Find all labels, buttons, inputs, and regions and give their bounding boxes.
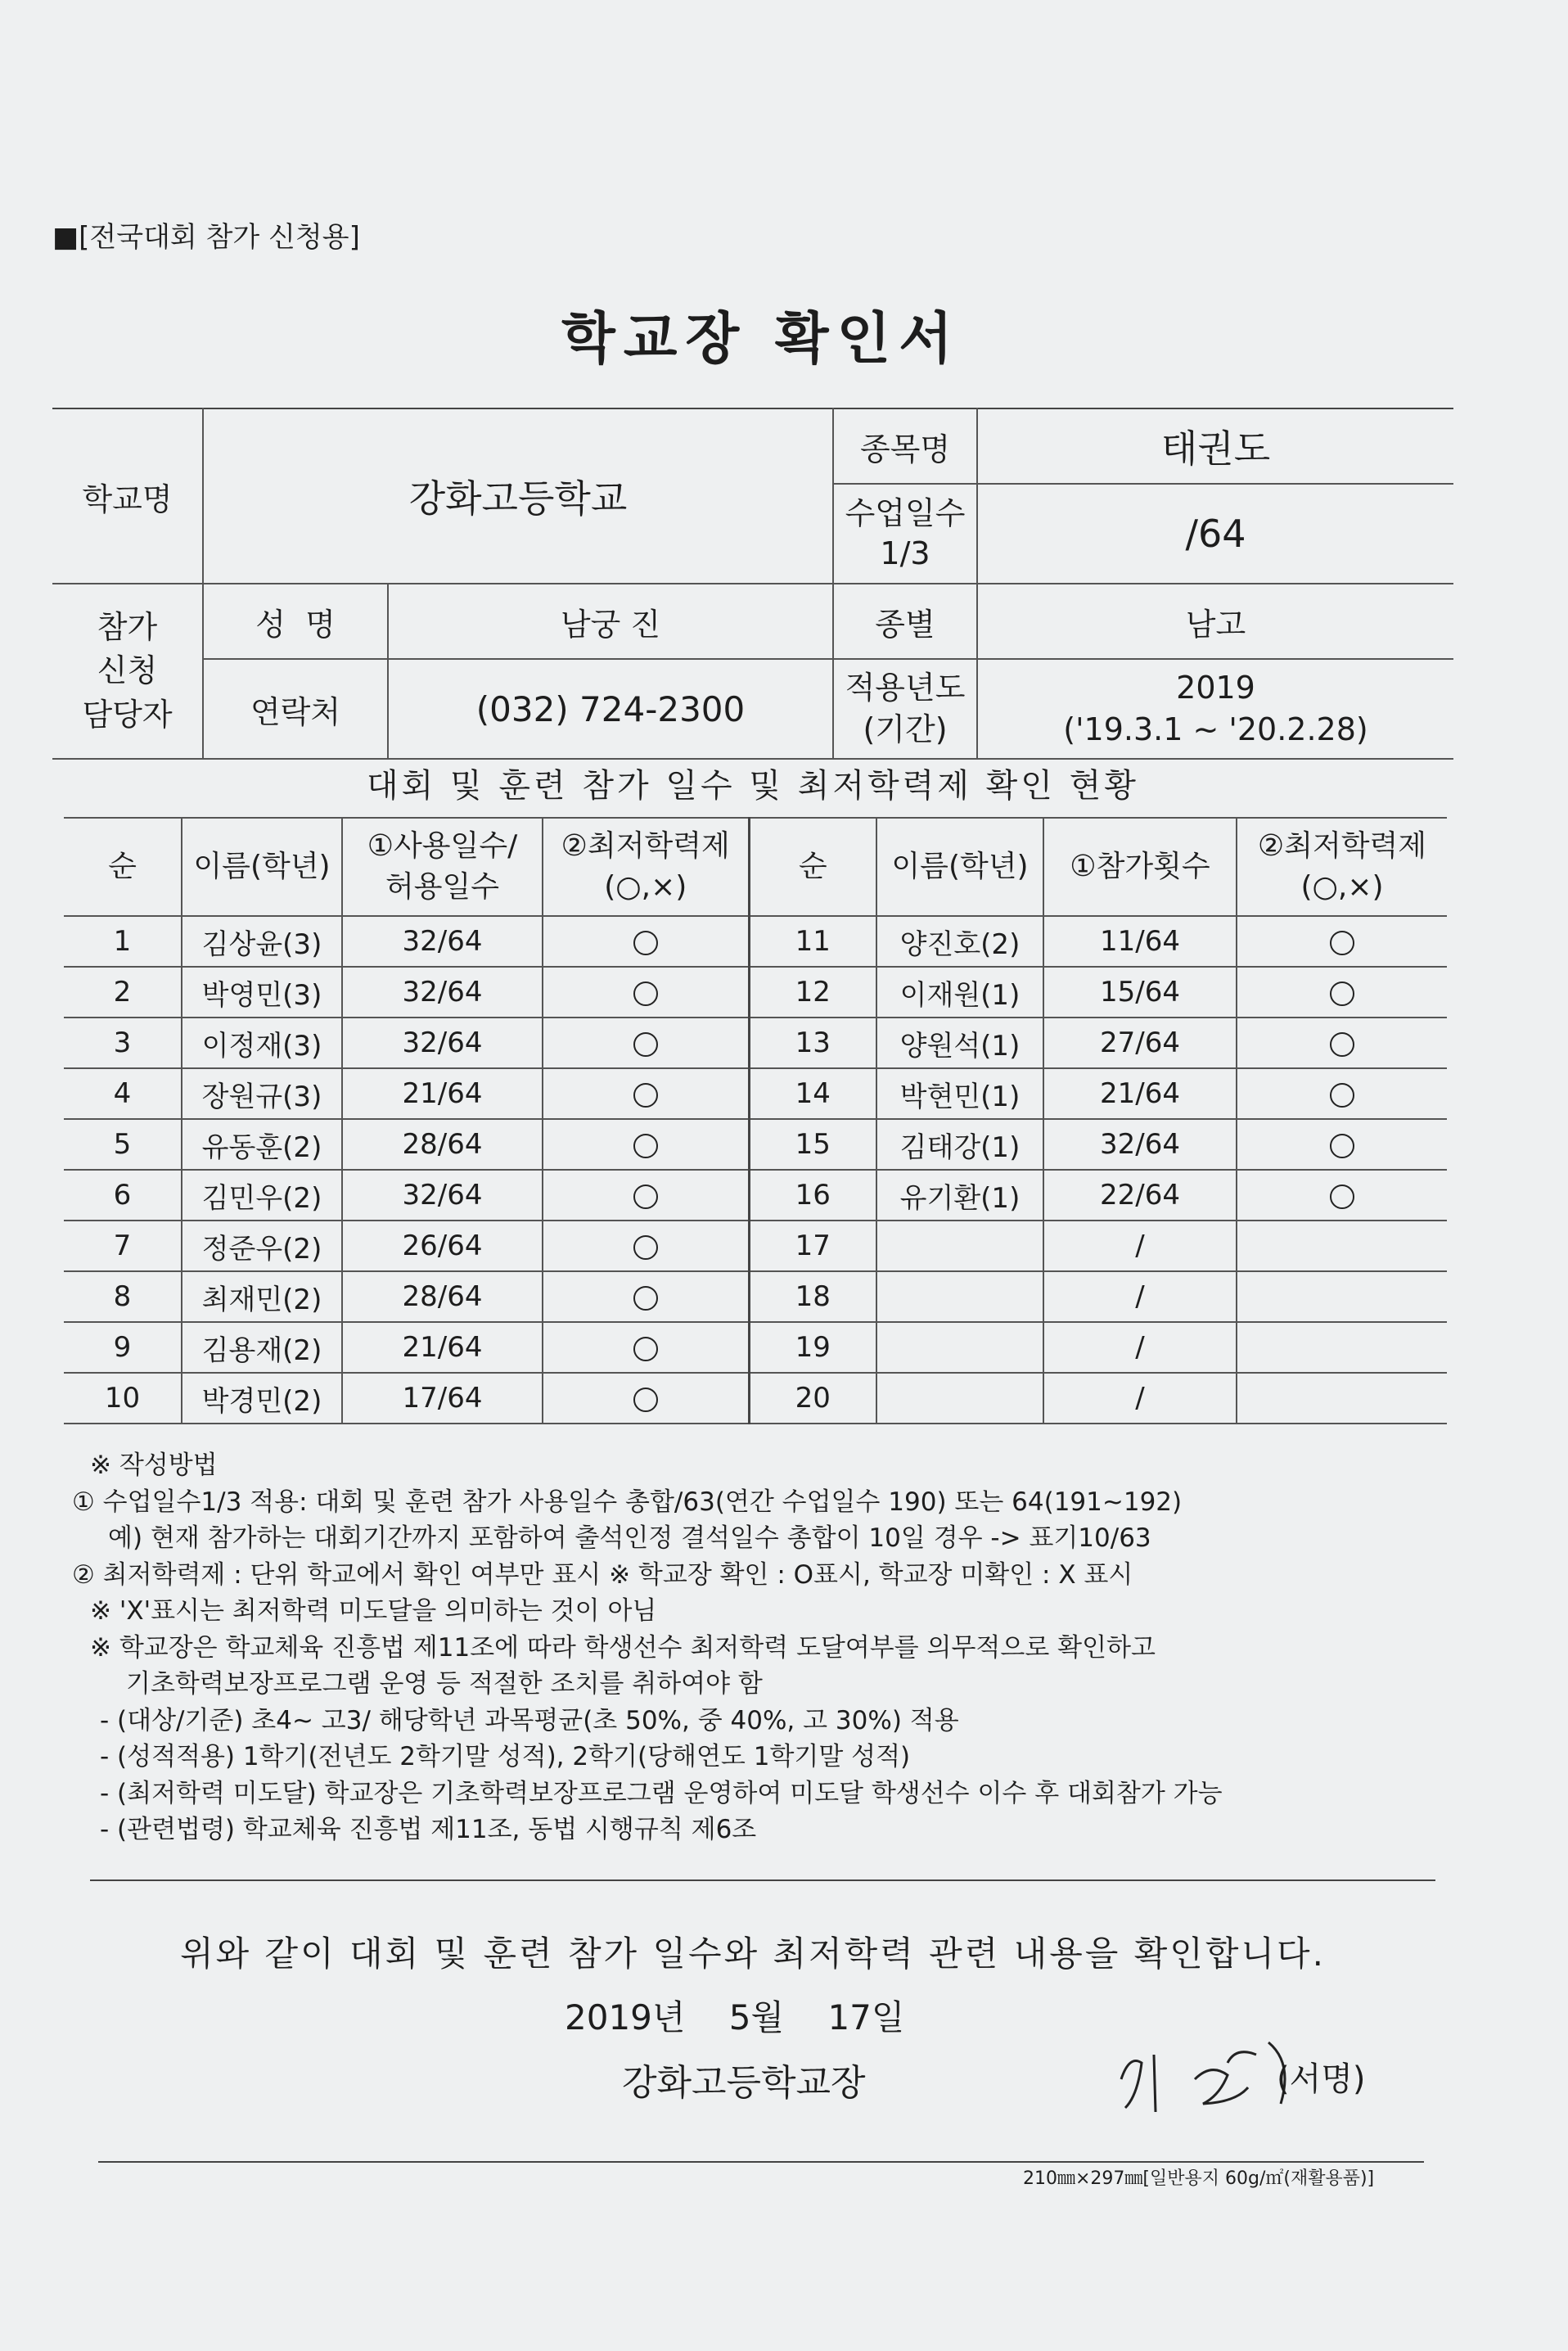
row-days: 26/64 — [342, 1221, 543, 1271]
note-line: 예) 현재 참가하는 대회기간까지 포함하여 출석인정 결석일수 총합이 10일 경우 -> 표기10/63 — [108, 1523, 1151, 1553]
form-tag: ■[전국대회 참가 신청용] — [52, 221, 360, 254]
col-days — [342, 818, 543, 916]
table-row — [64, 1322, 1447, 1373]
confirm-circle-icon — [633, 1083, 658, 1108]
row-days: 21/64 — [342, 1322, 543, 1373]
confirm-circle-icon — [633, 1286, 658, 1311]
row-days: 21/64 — [342, 1068, 543, 1119]
confirm-circle-icon — [633, 1185, 658, 1209]
row-name: 박영민(3) — [182, 967, 342, 1018]
row-count-right: / — [1043, 1271, 1237, 1322]
row-min — [543, 916, 749, 967]
sport-value: 태권도 — [977, 408, 1453, 484]
attendance-table — [64, 817, 1447, 1424]
phone-value: (032) 724-2300 — [388, 659, 833, 759]
confirm-circle-icon — [633, 1235, 658, 1260]
table-row — [64, 1018, 1447, 1068]
school-label: 학교명 — [52, 408, 203, 584]
row-no: 9 — [64, 1322, 182, 1373]
confirm-circle-icon — [633, 931, 658, 955]
note-line: 기초학력보장프로그램 운영 등 적절한 조치를 취하여야 함 — [126, 1669, 763, 1699]
row-min-right — [1237, 1068, 1447, 1119]
row-no: 1 — [64, 916, 182, 967]
confirm-circle-icon — [1330, 981, 1354, 1006]
note-line: ② 최저학력제 : 단위 학교에서 확인 여부만 표시 ※ 학교장 확인 : O표시, 학교장 미확인 : X 표시 — [72, 1559, 1133, 1590]
notes-block — [72, 1447, 1465, 1848]
row-name-right: 김태강(1) — [876, 1119, 1043, 1170]
category-label: 종별 — [833, 584, 977, 659]
school-name: 강화고등학교 — [203, 408, 833, 584]
row-min-right — [1237, 1322, 1447, 1373]
row-min — [543, 967, 749, 1018]
row-min — [543, 1068, 749, 1119]
row-count-right: 21/64 — [1043, 1068, 1237, 1119]
table-row — [64, 1221, 1447, 1271]
row-days: 17/64 — [342, 1373, 543, 1424]
row-count-right: / — [1043, 1322, 1237, 1373]
row-name-right: 박현민(1) — [876, 1068, 1043, 1119]
row-name-right — [876, 1271, 1043, 1322]
row-no: 6 — [64, 1170, 182, 1221]
note-line: - (최저학력 미도달) 학교장은 기초학력보장프로그램 운영하여 미도달 학생선수 이수 후 대회참가 가능 — [100, 1778, 1223, 1808]
row-name-right — [876, 1221, 1043, 1271]
col-min — [543, 818, 749, 916]
row-no-right: 12 — [749, 967, 876, 1018]
row-min-right — [1237, 1221, 1447, 1271]
name-value: 남궁 진 — [388, 584, 833, 659]
row-count-right: 11/64 — [1043, 916, 1237, 967]
row-min — [543, 1271, 749, 1322]
contact-group-line1: 참가 — [97, 609, 158, 646]
table-row — [64, 1119, 1447, 1170]
phone-label: 연락처 — [203, 659, 388, 759]
row-min-right — [1237, 1373, 1447, 1424]
category-value: 남고 — [977, 584, 1453, 659]
confirm-circle-icon — [633, 981, 658, 1006]
row-min — [543, 1018, 749, 1068]
classdays-label-line1: 수업일수 — [845, 494, 966, 531]
confirm-circle-icon — [1330, 1185, 1354, 1209]
row-min-right — [1237, 1018, 1447, 1068]
row-name-right: 유기환(1) — [876, 1170, 1043, 1221]
col-no: 순 — [64, 818, 182, 916]
col-days-line2: 허용일수 — [385, 870, 500, 904]
name-label: 성 명 — [203, 584, 388, 659]
year-label — [833, 659, 977, 759]
row-no: 7 — [64, 1221, 182, 1271]
row-count-right: 15/64 — [1043, 967, 1237, 1018]
row-min-right — [1237, 916, 1447, 967]
row-no-right: 20 — [749, 1373, 876, 1424]
table-row — [64, 1170, 1447, 1221]
col-count-right: ①참가횟수 — [1043, 818, 1237, 916]
row-name: 김용재(2) — [182, 1322, 342, 1373]
col-min-right-line1: ②최저학력제 — [1257, 828, 1427, 863]
row-no-right: 11 — [749, 916, 876, 967]
col-days-line1: ①사용일수/ — [367, 828, 518, 863]
row-name: 박경민(2) — [182, 1373, 342, 1424]
note-line: ※ 학교장은 학교체육 진흥법 제11조에 따라 학생선수 최저학력 도달여부를 의무적으로 확인하고 — [90, 1632, 1156, 1663]
row-no: 10 — [64, 1373, 182, 1424]
note-heading: ※ 작성방법 — [90, 1451, 218, 1480]
row-name-right: 양원석(1) — [876, 1018, 1043, 1068]
row-name: 김상윤(3) — [182, 916, 342, 967]
row-min-right — [1237, 1271, 1447, 1322]
row-no-right: 17 — [749, 1221, 876, 1271]
row-min — [543, 1373, 749, 1424]
col-name-right: 이름(학년) — [876, 818, 1043, 916]
table-row — [64, 967, 1447, 1018]
row-days: 28/64 — [342, 1271, 543, 1322]
row-count-right: / — [1043, 1221, 1237, 1271]
year-label-line2: (기간) — [863, 711, 948, 747]
document-title: 학교장 확인서 — [561, 307, 961, 372]
row-no-right: 15 — [749, 1119, 876, 1170]
row-days: 32/64 — [342, 967, 543, 1018]
principal-title: 강화고등학교장 — [622, 2062, 866, 2104]
row-name-right — [876, 1322, 1043, 1373]
row-name-right: 양진호(2) — [876, 916, 1043, 967]
confirm-circle-icon — [633, 1337, 658, 1361]
confirm-circle-icon — [1330, 1032, 1354, 1057]
info-table — [52, 408, 1453, 760]
note-line: - (관련법령) 학교체육 진흥법 제11조, 동법 시행규칙 제6조 — [100, 1815, 757, 1844]
table-row — [64, 1068, 1447, 1119]
row-count-right: 27/64 — [1043, 1018, 1237, 1068]
row-count-right: / — [1043, 1373, 1237, 1424]
row-no-right: 14 — [749, 1068, 876, 1119]
row-name-right — [876, 1373, 1043, 1424]
row-count-right: 22/64 — [1043, 1170, 1237, 1221]
row-no: 8 — [64, 1271, 182, 1322]
row-name: 이정재(3) — [182, 1018, 342, 1068]
row-name: 유동훈(2) — [182, 1119, 342, 1170]
confirm-circle-icon — [1330, 931, 1354, 955]
contact-group-label — [52, 584, 203, 759]
contact-group-line2: 신청 — [97, 652, 158, 689]
col-name: 이름(학년) — [182, 818, 342, 916]
classdays-label — [833, 484, 977, 584]
signature-image — [1105, 2030, 1416, 2120]
col-no-right: 순 — [749, 818, 876, 916]
year-value — [977, 659, 1453, 759]
row-days: 32/64 — [342, 916, 543, 967]
row-min-right — [1237, 1119, 1447, 1170]
row-no-right: 18 — [749, 1271, 876, 1322]
confirm-circle-icon — [633, 1032, 658, 1057]
row-min-right — [1237, 1170, 1447, 1221]
year-label-line1: 적용년도 — [845, 669, 966, 706]
classdays-label-line2: 1/3 — [880, 535, 930, 571]
contact-group-line3: 담당자 — [82, 696, 173, 733]
footer-divider — [98, 2161, 1424, 2163]
confirm-statement: 위와 같이 대회 및 훈련 참가 일수와 최저학력 관련 내용을 확인합니다. — [180, 1934, 1326, 1974]
year-value-line1: 2019 — [1176, 669, 1255, 706]
note-line: ① 수업일수1/3 적용: 대회 및 훈련 참가 사용일수 총합/63(연간 수업일수 190) 또는 64(191~192) — [72, 1487, 1183, 1517]
row-min — [543, 1119, 749, 1170]
sport-label: 종목명 — [833, 408, 977, 484]
row-no: 5 — [64, 1119, 182, 1170]
row-no-right: 16 — [749, 1170, 876, 1221]
col-min-line2: (○,×) — [604, 870, 687, 904]
row-name: 최재민(2) — [182, 1271, 342, 1322]
row-no-right: 13 — [749, 1018, 876, 1068]
table-row — [64, 1373, 1447, 1424]
confirm-circle-icon — [633, 1388, 658, 1412]
row-min — [543, 1170, 749, 1221]
year-value-line2: ('19.3.1 ~ '20.2.28) — [1063, 711, 1368, 747]
classdays-value: /64 — [977, 484, 1453, 584]
note-line: - (대상/기준) 초4~ 고3/ 해당학년 과목평균(초 50%, 중 40%, 고 30%) 적용 — [100, 1705, 959, 1735]
row-days: 32/64 — [342, 1170, 543, 1221]
section-title: 대회 및 훈련 참가 일수 및 최저학력제 확인 현황 — [367, 767, 1139, 805]
row-count-right: 32/64 — [1043, 1119, 1237, 1170]
row-name: 김민우(2) — [182, 1170, 342, 1221]
note-line: ※ 'X'표시는 최저학력 미도달을 의미하는 것이 아님 — [90, 1596, 657, 1626]
table-row — [64, 916, 1447, 967]
row-min-right — [1237, 967, 1447, 1018]
col-min-line1: ②최저학력제 — [561, 828, 730, 863]
row-no: 3 — [64, 1018, 182, 1068]
note-line: - (성적적용) 1학기(전년도 2학기말 성적), 2학기(당해연도 1학기말 성적) — [100, 1742, 911, 1771]
row-name-right: 이재원(1) — [876, 967, 1043, 1018]
col-min-right — [1237, 818, 1447, 916]
confirm-circle-icon — [633, 1134, 658, 1158]
row-min — [543, 1322, 749, 1373]
row-days: 28/64 — [342, 1119, 543, 1170]
paper-spec-footer: 210㎜×297㎜[일반용지 60g/㎡(재활용품)] — [1023, 2168, 1375, 2189]
table-header-row — [64, 818, 1447, 916]
issue-date: 2019년 5월 17일 — [565, 1997, 905, 2037]
signature-label: (서명) — [1277, 2060, 1366, 2098]
row-days: 32/64 — [342, 1018, 543, 1068]
col-min-right-line2: (○,×) — [1300, 870, 1384, 904]
divider-line — [90, 1879, 1435, 1881]
row-no: 2 — [64, 967, 182, 1018]
row-name: 정준우(2) — [182, 1221, 342, 1271]
row-no: 4 — [64, 1068, 182, 1119]
confirm-circle-icon — [1330, 1083, 1354, 1108]
confirm-circle-icon — [1330, 1134, 1354, 1158]
table-row — [64, 1271, 1447, 1322]
row-min — [543, 1221, 749, 1271]
row-name: 장원규(3) — [182, 1068, 342, 1119]
row-no-right: 19 — [749, 1322, 876, 1373]
